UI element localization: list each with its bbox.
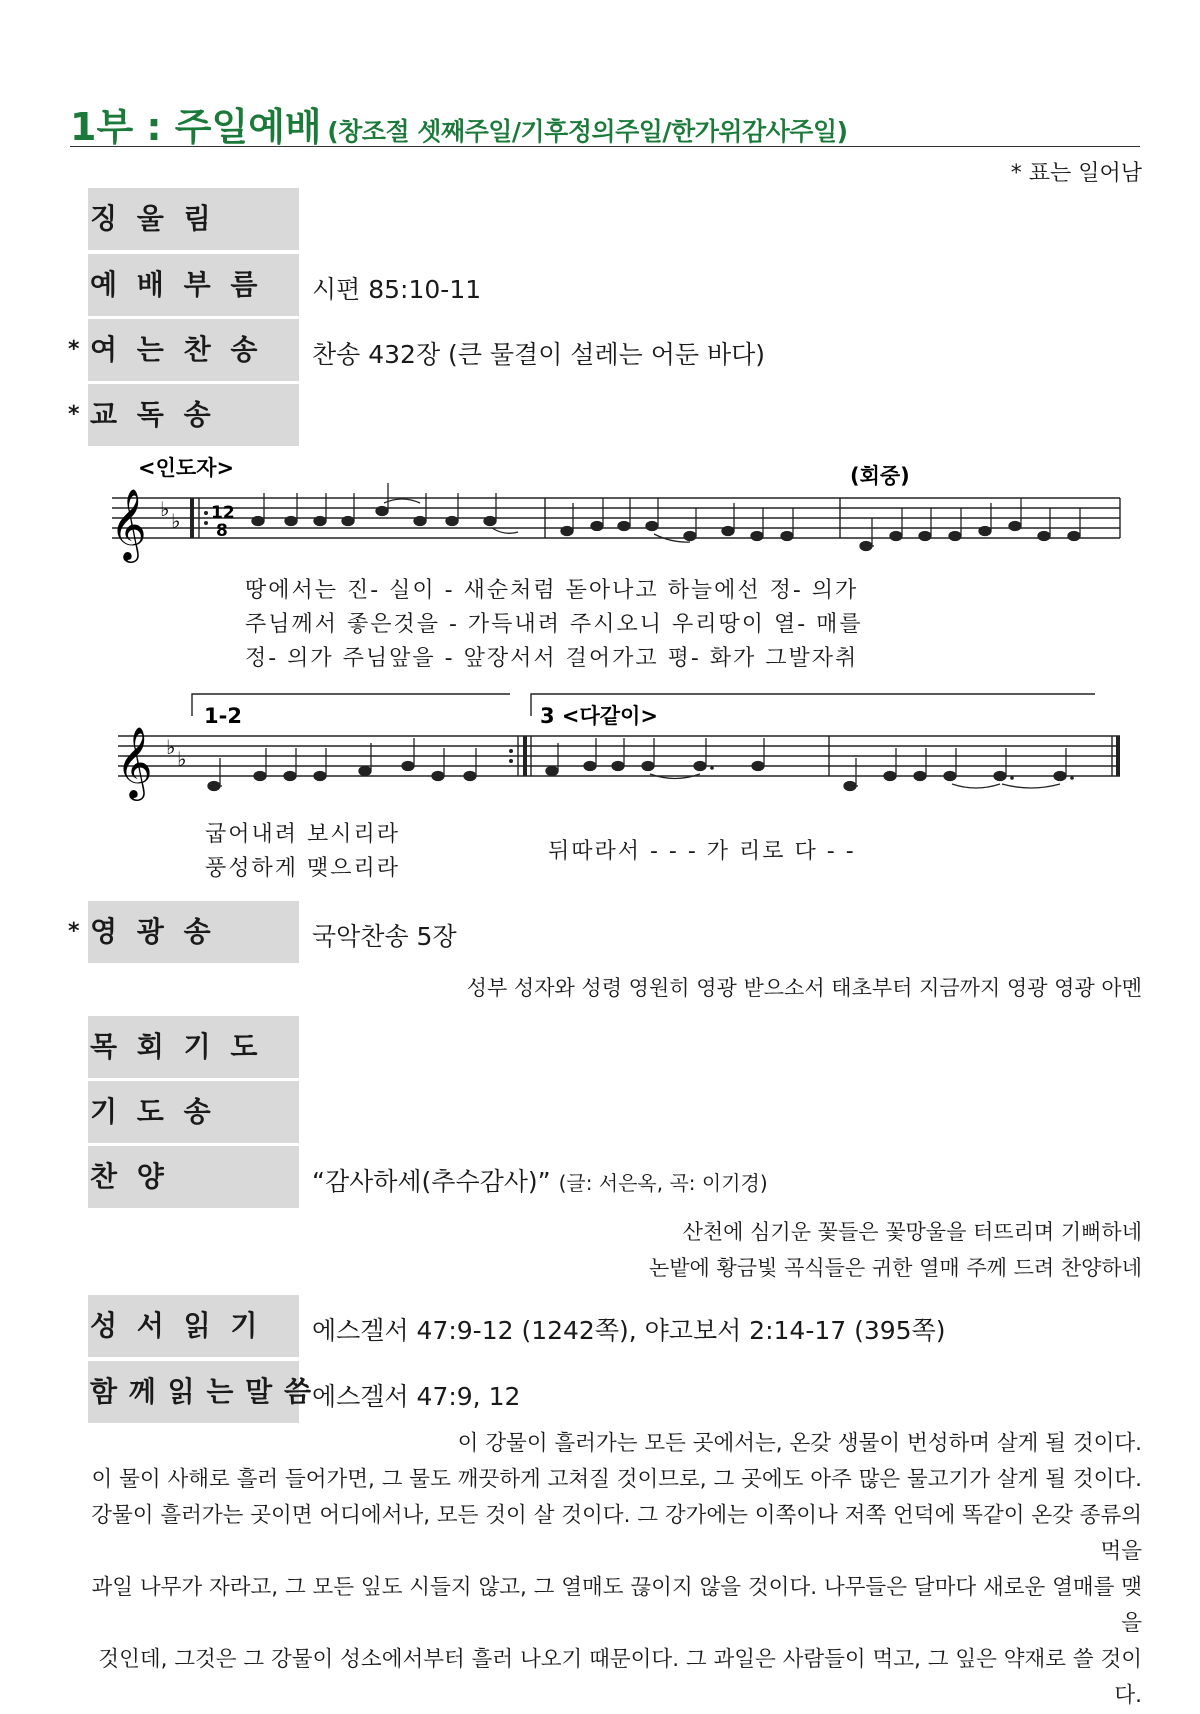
ending-3-lyrics: 뒤따라서 - - - 가 리로 다 - - bbox=[548, 839, 856, 864]
scripture-line: 과일 나무가 자라고, 그 모든 잎도 시들지 않고, 그 열매도 끊이지 않을 것이다. 나무들은 달마다 새로운 열매를 맺을 bbox=[91, 1575, 1142, 1636]
anthem-lyrics-line-1: 산천에 심기운 꽃들은 꽃망울을 터뜨리며 기뻐하네 bbox=[682, 1220, 1142, 1244]
congregation-label: (회중) bbox=[850, 464, 910, 488]
lyrics-verse-3: 정- 의가 주님앞을 - 앞장서서 걸어가고 평- 화가 그발자취 bbox=[245, 646, 859, 671]
label-opening-hymn: 여 는 찬 송 bbox=[88, 319, 299, 381]
scripture-line: 강물이 흘러가는 곳이면 어디에서나, 모든 것이 살 것이다. 그 강가에는 이쪽이나 저쪽 언덕에 똑같이 온갖 종류의 먹을 bbox=[91, 1503, 1142, 1564]
svg-text:♭: ♭ bbox=[177, 747, 187, 771]
gloria-value: 국악찬송 5장 bbox=[312, 922, 457, 951]
label-call-to-worship: 예 배 부 름 bbox=[88, 254, 299, 316]
gloria-text: 성부 성자와 성령 영원히 영광 받으소서 태초부터 지금까지 영광 영광 아멘 bbox=[466, 976, 1142, 1000]
label-anthem: 찬 양 bbox=[88, 1146, 299, 1208]
page-title bbox=[70, 96, 848, 151]
treble-clef-icon: 𝄞 bbox=[110, 487, 147, 560]
svg-text:♭: ♭ bbox=[171, 509, 181, 533]
svg-text:♭: ♭ bbox=[166, 735, 176, 759]
anthem-value bbox=[312, 1162, 768, 1198]
label-pastoral-prayer: 목 회 기 도 bbox=[88, 1016, 299, 1078]
scripture-line: 것인데, 그것은 그 강물이 성소에서부터 흘러 나오기 때문이다. 그 과일은 사람들이 먹고, 그 잎은 약재로 쓸 것이다. bbox=[98, 1647, 1142, 1708]
ending-3-label: 3 <다같이> bbox=[540, 704, 658, 728]
label-bell: 징 울 림 bbox=[88, 188, 299, 250]
label-scripture-reading: 성 서 읽 기 bbox=[88, 1295, 299, 1357]
scripture-line: 이 강물이 흘러가는 모든 곳에서는, 온갖 생물이 번성하며 살게 될 것이다. bbox=[457, 1431, 1142, 1456]
anthem-lyrics-line-2: 논밭에 황금빛 곡식들은 귀한 열매 주께 드려 찬양하네 bbox=[648, 1256, 1142, 1280]
label-responsive-song: 교 독 송 bbox=[88, 384, 299, 446]
lyrics-verse-2: 주님께서 좋은것을 - 가득내려 주시오니 우리땅이 열- 매를 bbox=[245, 612, 863, 637]
leader-label: <인도자> bbox=[138, 456, 235, 480]
ending-1-lyrics-line-2: 풍성하게 맺으리라 bbox=[205, 856, 401, 881]
ending-1-label: 1-2 bbox=[204, 704, 242, 728]
opening-hymn-value: 찬송 432장 (큰 물결이 설레는 어둔 바다) bbox=[312, 340, 766, 369]
label-prayer-song: 기 도 송 bbox=[88, 1081, 299, 1143]
time-signature-bottom: 8 bbox=[216, 521, 228, 541]
title-divider bbox=[70, 146, 1140, 147]
label-shared-word: 함 께 읽 는 말 씀 bbox=[88, 1361, 299, 1423]
standing-mark: * bbox=[68, 337, 80, 362]
anthem-title: “감사하세(추수감사)” bbox=[312, 1167, 551, 1196]
ending-1-lyrics-line-1: 굽어내려 보시리라 bbox=[205, 822, 401, 847]
scripture-line: 이 물이 사해로 흘러 들어가면, 그 물도 깨끗하게 고쳐질 것이므로, 그 곳에도 아주 많은 물고기가 살게 될 것이다. bbox=[91, 1467, 1142, 1492]
label-gloria: 영 광 송 bbox=[88, 901, 299, 963]
standing-mark: * bbox=[68, 402, 80, 427]
call-to-worship-value: 시편 85:10-11 bbox=[312, 275, 482, 304]
service-title: 1부 : 주일예배 bbox=[70, 105, 322, 149]
time-signature-top: 12 bbox=[211, 503, 235, 523]
treble-clef-icon: 𝄞 bbox=[116, 725, 153, 798]
music-staff-1 bbox=[0, 448, 1200, 564]
anthem-credit: (글: 서은옥, 곡: 이기경) bbox=[558, 1171, 768, 1195]
scripture-reading-value: 에스겔서 47:9-12 (1242쪽), 야고보서 2:14-17 (395쪽) bbox=[312, 1316, 946, 1345]
scripture-text bbox=[88, 1426, 1142, 1714]
lyrics-verse-1: 땅에서는 진- 실이 - 새순처럼 돋아나고 하늘에선 정- 의가 bbox=[245, 578, 859, 603]
service-subtitle: (창조절 셋째주일/기후정의주일/한가위감사주일) bbox=[327, 117, 848, 146]
standing-mark: * bbox=[68, 919, 80, 944]
music-staff-2 bbox=[0, 688, 1200, 806]
svg-text:♭: ♭ bbox=[160, 497, 170, 521]
standing-note: * 표는 일어남 bbox=[1010, 161, 1142, 186]
shared-word-value: 에스겔서 47:9, 12 bbox=[312, 1382, 521, 1411]
